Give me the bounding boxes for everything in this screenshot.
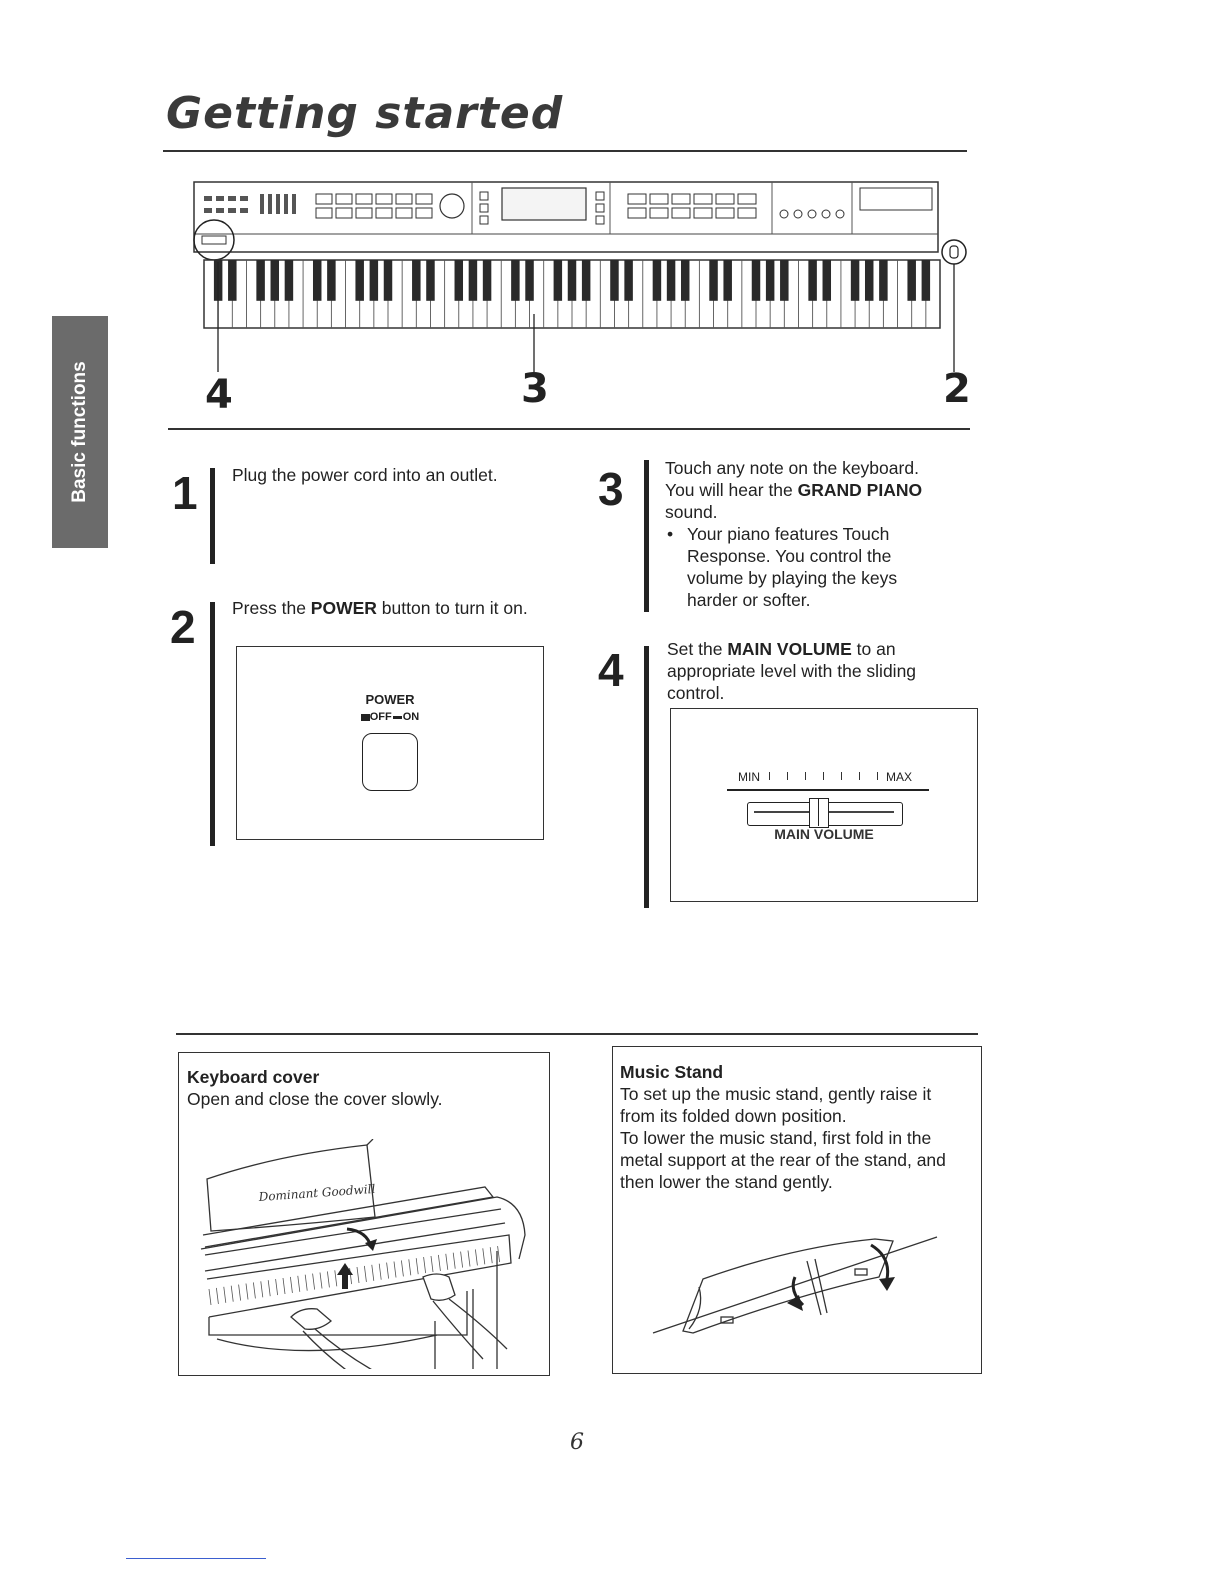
black-key bbox=[823, 260, 831, 301]
black-key bbox=[285, 260, 293, 301]
callout-3: 3 bbox=[521, 366, 549, 412]
black-key bbox=[780, 260, 788, 301]
cover-key-line bbox=[313, 1274, 315, 1290]
main-volume-slider[interactable] bbox=[747, 802, 903, 826]
cover-key-line bbox=[216, 1288, 218, 1304]
black-key bbox=[355, 260, 363, 301]
volume-panel bbox=[670, 708, 978, 902]
black-key bbox=[922, 260, 930, 301]
cover-key-line bbox=[261, 1281, 263, 1297]
black-key bbox=[469, 260, 477, 301]
keyboard-cover-box bbox=[178, 1052, 550, 1376]
cover-key-line bbox=[394, 1262, 396, 1278]
cover-key-line bbox=[253, 1282, 255, 1298]
black-key bbox=[412, 260, 420, 301]
cover-key-line bbox=[357, 1267, 359, 1283]
cover-key-line bbox=[468, 1251, 470, 1267]
black-key bbox=[723, 260, 731, 301]
cover-key-line bbox=[431, 1256, 433, 1272]
main-volume-keyword: MAIN VOLUME bbox=[727, 639, 852, 659]
main-volume-label: MAIN VOLUME bbox=[774, 826, 874, 842]
black-key bbox=[384, 260, 392, 301]
step-1-text: Plug the power cord into an outlet. bbox=[232, 465, 498, 485]
headphone-jack-highlight bbox=[942, 240, 966, 264]
step-1-number: 1 bbox=[172, 467, 198, 519]
section-rule bbox=[168, 428, 970, 430]
music-stand-box bbox=[612, 1046, 982, 1374]
volume-min-label: MIN bbox=[738, 770, 760, 784]
black-key bbox=[370, 260, 378, 301]
step-3-number: 3 bbox=[598, 463, 624, 515]
cover-key-line bbox=[268, 1280, 270, 1296]
step-4-number: 4 bbox=[598, 644, 624, 696]
step-2-bar bbox=[210, 602, 215, 846]
cover-key-line bbox=[461, 1252, 463, 1268]
cover-key-line bbox=[409, 1259, 411, 1275]
page-title: Getting started bbox=[166, 88, 564, 139]
cover-key-line bbox=[246, 1284, 248, 1300]
keyboard-cover-text: Open and close the cover slowly. bbox=[187, 1089, 443, 1109]
section-tab bbox=[52, 316, 108, 548]
power-button-illustration bbox=[362, 733, 418, 791]
black-key bbox=[667, 260, 675, 301]
volume-max-label: MAX bbox=[886, 770, 913, 784]
volume-divider bbox=[727, 789, 929, 791]
cover-key-line bbox=[401, 1260, 403, 1276]
cover-key-line bbox=[298, 1276, 300, 1292]
footer-line bbox=[126, 1558, 266, 1559]
volume-slider-knob[interactable] bbox=[809, 798, 829, 828]
black-key bbox=[879, 260, 887, 301]
black-key bbox=[653, 260, 661, 301]
black-key bbox=[907, 260, 915, 301]
title-rule bbox=[163, 150, 967, 152]
black-key bbox=[455, 260, 463, 301]
grand-piano-keyword: GRAND PIANO bbox=[797, 480, 923, 500]
power-button bbox=[202, 236, 226, 244]
power-keyword: POWER bbox=[310, 598, 377, 618]
cover-key-line bbox=[446, 1254, 448, 1270]
step-4-bar bbox=[644, 646, 649, 908]
music-stand-illustration bbox=[643, 1221, 953, 1371]
music-stand-text-1: To set up the music stand, gently raise it from its folded down position. bbox=[620, 1084, 932, 1126]
step-1-bar bbox=[210, 468, 215, 564]
black-key bbox=[525, 260, 533, 301]
callout-4: 4 bbox=[205, 372, 233, 418]
cover-key-line bbox=[327, 1271, 329, 1287]
keyboard-cover-illustration bbox=[197, 1139, 537, 1369]
black-key bbox=[766, 260, 774, 301]
power-label: POWER bbox=[365, 692, 415, 707]
step-3-bar bbox=[644, 460, 649, 612]
black-key bbox=[624, 260, 632, 301]
data-dial bbox=[440, 194, 464, 218]
cover-key-line bbox=[475, 1249, 477, 1265]
cover-key-line bbox=[231, 1286, 233, 1302]
cover-key-line bbox=[490, 1247, 492, 1263]
cover-key-line bbox=[416, 1258, 418, 1274]
brand-signature: Dominant Goodwill bbox=[258, 1181, 376, 1204]
black-key bbox=[554, 260, 562, 301]
black-key bbox=[426, 260, 434, 301]
lcd-display bbox=[502, 188, 586, 220]
page-number: 6 bbox=[570, 1430, 584, 1455]
volume-ticks bbox=[765, 770, 879, 782]
power-switch-legend: OFF ON bbox=[237, 711, 543, 723]
power-panel bbox=[236, 646, 544, 840]
touch-response-note: • Your piano features Touch Response. You control the volume by playing the keys harder or softer. bbox=[665, 523, 915, 611]
black-key bbox=[313, 260, 321, 301]
keyboard-cover-heading: Keyboard cover bbox=[187, 1067, 320, 1087]
music-stand-text-2: To lower the music stand, first fold in the metal support at the rear of the stand, and then lower the stand gently. bbox=[620, 1128, 946, 1192]
black-key bbox=[256, 260, 264, 301]
step-4-text: Set the MAIN VOLUME to an appropriate level with the sliding control. bbox=[667, 639, 917, 703]
callout-2: 2 bbox=[943, 366, 971, 412]
black-key bbox=[582, 260, 590, 301]
cover-key-line bbox=[283, 1278, 285, 1294]
cover-key-line bbox=[372, 1265, 374, 1281]
cover-key-line bbox=[224, 1287, 226, 1303]
cover-key-line bbox=[483, 1248, 485, 1264]
black-key bbox=[610, 260, 618, 301]
black-key bbox=[865, 260, 873, 301]
step-3-text: Touch any note on the keyboard. You will hear the GRAND PIANO sound. • Your piano features Touch Response. You control the volume by playing the keys harder or softer. bbox=[665, 457, 955, 611]
cover-key-line bbox=[209, 1289, 211, 1305]
music-stand-heading: Music Stand bbox=[620, 1062, 724, 1082]
keyboard-illustration bbox=[190, 176, 970, 412]
black-key bbox=[568, 260, 576, 301]
black-key bbox=[752, 260, 760, 301]
black-key bbox=[511, 260, 519, 301]
step-2-text: Press the POWER button to turn it on. bbox=[232, 598, 528, 618]
cover-key-line bbox=[498, 1246, 500, 1262]
cover-key-line bbox=[438, 1255, 440, 1271]
black-key bbox=[483, 260, 491, 301]
section-tab-label: Basic functions bbox=[69, 361, 90, 503]
cover-key-line bbox=[335, 1270, 337, 1286]
cover-key-line bbox=[239, 1285, 241, 1301]
lower-rule bbox=[176, 1033, 978, 1035]
black-key bbox=[709, 260, 717, 301]
black-key bbox=[228, 260, 236, 301]
cover-key-line bbox=[453, 1253, 455, 1269]
black-key bbox=[681, 260, 689, 301]
black-key bbox=[851, 260, 859, 301]
cover-key-line bbox=[305, 1275, 307, 1291]
cover-key-line bbox=[290, 1277, 292, 1293]
black-key bbox=[327, 260, 335, 301]
cover-key-line bbox=[379, 1264, 381, 1280]
cover-key-line bbox=[320, 1273, 322, 1289]
black-key bbox=[808, 260, 816, 301]
cover-key-line bbox=[276, 1279, 278, 1295]
black-key bbox=[271, 260, 279, 301]
cover-key-line bbox=[364, 1266, 366, 1282]
cover-key-line bbox=[387, 1263, 389, 1279]
cover-key-line bbox=[424, 1257, 426, 1273]
step-2-number: 2 bbox=[170, 601, 196, 653]
